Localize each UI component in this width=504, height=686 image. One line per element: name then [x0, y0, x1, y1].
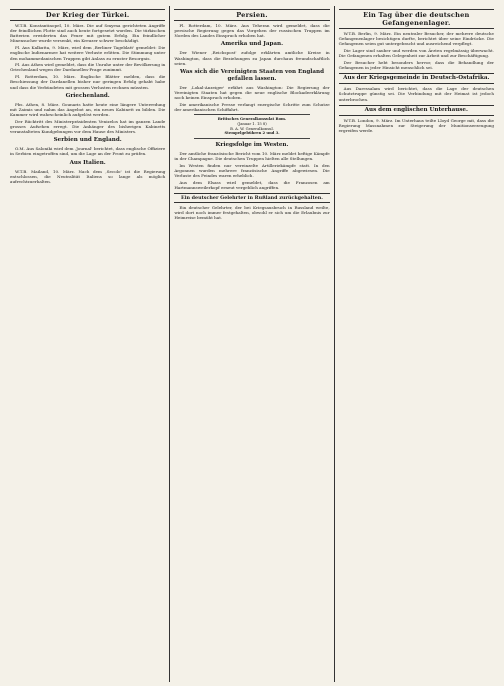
notice-line: Britisches Generalkonsulat Rom. [217, 117, 287, 122]
divider [194, 138, 309, 139]
article-paragraph: Aus dem Elsass wird gemeldet, dass die Franzosen am Hartmannsweilerkopf erneut vergeblich angriffen. [174, 179, 330, 190]
subheading: Griechenland. [65, 92, 110, 99]
article-paragraph: W.T.B. Mailand, 10. März. Nach dem ,Secolo' ist die Regierung entschlossen, die Neutralität Italiens so lange als möglich aufrechtzuerhalten. [10, 168, 166, 184]
article-paragraph: Aus Daressalam wird berichtet, dass die Lage der deutschen Schutztruppe günstig sei. Die Verbindung mit der Heimat ist jedoch unterbrochen. [338, 86, 494, 102]
article-paragraph: Der amtliche französische Bericht vom 10. März meldet heftige Kämpfe in der Champagne. Die deutschen Truppen hielten alle Stellungen. [174, 150, 330, 161]
subheading: Kriegsfolge im Westen. [215, 141, 289, 148]
column-right [334, 6, 498, 682]
subheading: Ein deutscher Gelehrter in Rußland zurückgehalten. [174, 193, 329, 203]
article-paragraph: Die amerikanische Presse verlangt energische Schritte zum Schutze der amerikanischen Schiffahrt. [174, 102, 330, 113]
subheading: Was sich die Vereinigten Staaten von England gefallen lassen. [179, 68, 324, 82]
article-paragraph: Der Wiener ,Reichspost' zufolge erklärten amtliche Kreise in Washington, dass die Beziehungen zu Japan durchaus freundschaftlich seien. [174, 50, 330, 66]
section-heading: Ein Tag über die deutschen Gefangenenlager. [339, 9, 494, 29]
subheading: Serbien und England. [53, 137, 122, 144]
article-paragraph: Die Lager sind sauber und werden von Ärzten regelmässig überwacht. Die Gefangenen erhalten Gelegenheit zur Arbeit und zur Beschäftigung. [338, 48, 494, 59]
article-paragraph: Pl. Aus Kalkutta, 9. März, wird dem ,Berliner Tageblatt' gemeldet: Die englische Indienarmee hat weitere Verluste erlitten. Die Stimmung unter den mohammedanischen Truppen gibt Anlass zu ernster Besorgnis. [10, 45, 166, 61]
section-heading: Der Krieg der Türkei. [10, 9, 165, 21]
article-paragraph: Der Rücktritt des Ministerpräsidenten Venizelos hat im ganzen Lande grosses Aufsehen erregt. Die Anhänger des bisherigen Kabinetts veranstalteten Kundgebungen vor dem Hause des Ministers. [10, 118, 166, 135]
article-paragraph: Ein deutscher Gelehrter, der bei Kriegsausbruch in Russland weilte, wird dort noch immer festgehalten, obwohl er sich um die Erlaubnis zur Heimreise bemüht hat. [174, 204, 330, 221]
notice-line: (Januar 1. 15 8) [237, 121, 267, 126]
article-paragraph: Pl. Rotterdam, 10. März. Aus Teheran wird gemeldet, dass die persische Regierung gegen das Vorgehen der russischen Truppen im Norden des Landes Einspruch erhoben hat. [174, 23, 330, 39]
subheading: Aus Italien. [69, 159, 106, 166]
subheading: Aus dem englischen Unterhause. [339, 105, 494, 116]
article-paragraph: W.T.B. Berlin, 9. März. Ein neutraler Besucher, der mehrere deutsche Gefangenenlager besichtigen durfte, berichtet über seine Eindrücke. Die Gefangenen seien gut untergebracht und ausreichend verpflegt. [338, 31, 494, 47]
column-middle [169, 6, 333, 682]
article-paragraph: Der Besucher hebt besonders hervor, dass die Behandlung der Gefangenen in jeder Hinsicht menschlich sei. [338, 59, 494, 71]
article-paragraph: Pbs. Athen, 8. März. Gounaris hatte heute eine längere Unterredung mit Zaimis und nahm das Angebot an, ein neues Kabinett zu bilden. Die Kammer wird wahrscheinlich aufgelöst werden. [10, 101, 166, 117]
divider [194, 114, 309, 115]
subheading: Amerika und Japan. [220, 41, 284, 48]
subheading: Aus der Kriegsgemeinde in Deutsch-Ostafrika. [339, 73, 494, 84]
article-paragraph: Pl. Aus Athen wird gemeldet, dass die Unruhe unter der Bevölkerung in Griechenland wegen der Dardanellen-Frage zunimmt. [10, 62, 166, 73]
notice-line: Stempelgebühren 2 und 3. [224, 131, 280, 136]
article-paragraph: Im Westen finden nur vereinzelte Artilleriekämpfe statt. In den Argonnen wurden mehrere französische Angriffe abgewiesen. Die Verluste des Feindes waren erheblich. [174, 162, 330, 178]
article-paragraph: Der ,Lokal-Anzeiger' erfährt aus Washington: Die Regierung der Vereinigten Staaten hat gegen die neue englische Blockadeerklärung noch keinen Einspruch erhoben. [174, 84, 330, 101]
notice-line: B. A. W. Generalkonsul. [230, 126, 274, 131]
article-paragraph: W.T.B. London, 9. März. Im Unterhaus teilte Lloyd George mit, dass die Regierung Massnahmen zur Steigerung der Munitionserzeugung ergreifen werde. [338, 117, 494, 134]
article-paragraph: W.T.B. Konstantinopel, 10. März. Die auf Smyrna gerichteten Angriffe der feindlichen Flotte sind auch heute fortgesetzt worden. Die türkischen Batterien erwiderten das Feuer mit gutem Erfolg. Ein feindlicher Minensucher wurde versenkt, ein Kreuzer schwer beschädigt. [10, 23, 166, 44]
column-left [6, 6, 169, 682]
article-paragraph: Pl. Rotterdam, 10. März. Englische Blätter melden, dass die Beschiessung der Dardanellen bisher nur geringen Erfolg gehabt habe und dass die Verbündeten mit grossen Verlusten rechnen müssten. [10, 74, 166, 90]
section-heading: Persien. [174, 9, 329, 21]
article-paragraph: O.M. Aus Saloniki wird dem ,Journal' berichtet, dass englische Offiziere in Serbien eingetroffen sind, um die Lage an der Front zu prüfen. [10, 146, 166, 157]
